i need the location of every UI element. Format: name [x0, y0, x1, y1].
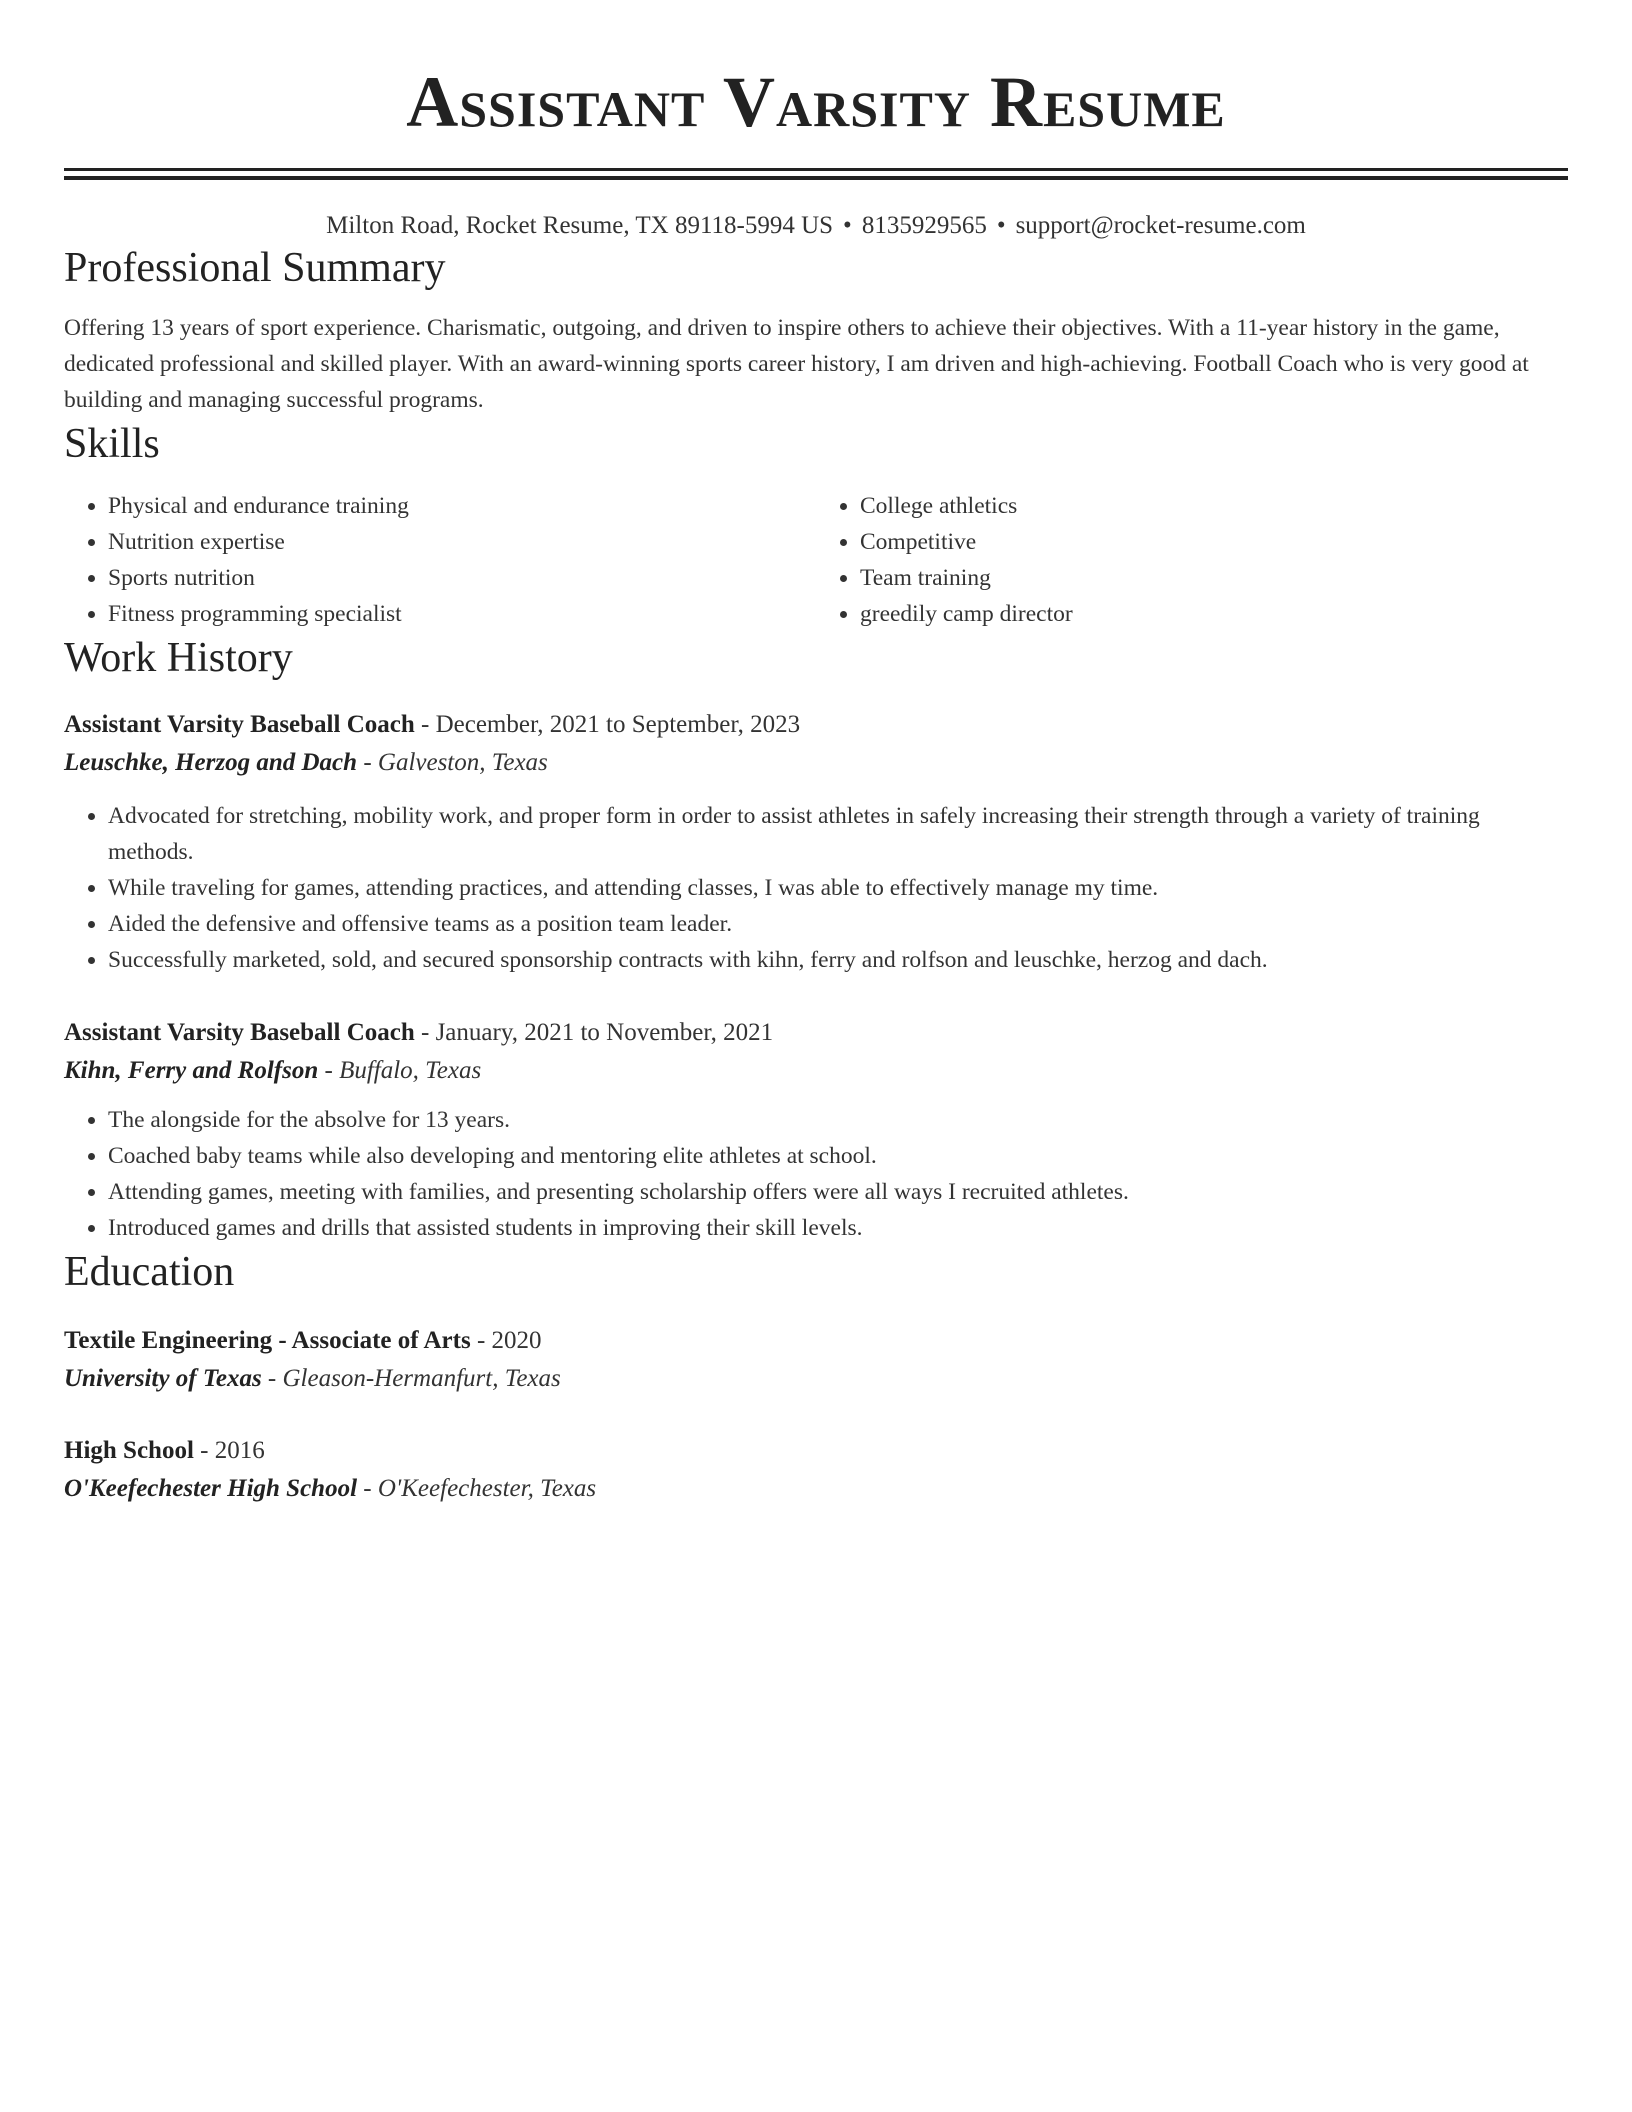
education-degree-line: High School - 2016 — [64, 1437, 265, 1464]
education-year: 2020 — [491, 1327, 542, 1354]
job-bullet: • Introduced games and drills that assisted students in improving their skill levels. — [108, 1210, 1568, 1246]
contact-line — [64, 210, 1568, 242]
job-entry — [64, 706, 1568, 978]
section-heading-education: Education — [64, 1249, 235, 1295]
job-dates: December, 2021 to September, 2023 — [435, 711, 801, 738]
job-bullet: • Advocated for stretching, mobility work, and proper form in order to assist athletes in safely increasing their strength through a variety of training methods. — [108, 798, 1568, 870]
job-entry — [64, 1014, 1568, 1246]
job-location: Galveston, Texas — [377, 749, 548, 776]
job-title: Assistant Varsity Baseball Coach — [64, 1019, 415, 1046]
skill-item: • Sports nutrition — [108, 560, 816, 596]
job-dates: January, 2021 to November, 2021 — [435, 1019, 774, 1046]
education-degree-line: Textile Engineering - Associate of Arts - 2020 — [64, 1327, 542, 1354]
skill-item: • Nutrition expertise — [108, 524, 816, 560]
skill-item: • greedily camp director — [860, 596, 1568, 632]
job-company-line: Leuschke, Herzog and Dach - Galveston, Texas — [64, 749, 548, 776]
skill-item: • Competitive — [860, 524, 1568, 560]
education-degree: Textile Engineering - Associate of Arts — [64, 1327, 471, 1354]
education-school: University of Texas — [64, 1365, 262, 1392]
section-heading-skills: Skills — [64, 421, 160, 467]
skills-list-right — [816, 488, 1568, 632]
skill-item: • Physical and endurance training — [108, 488, 816, 524]
job-bullets — [64, 798, 1568, 978]
title-double-rule — [64, 168, 1568, 180]
job-bullets — [64, 1102, 1568, 1246]
job-company: Kihn, Ferry and Rolfson — [64, 1057, 319, 1084]
summary-text: Offering 13 years of sport experience. Charismatic, outgoing, and driven to inspire others to achieve their objectives. With a 11-year history in the game, dedicated professional and skilled player. With an award-winning sports career history, I am driven and high-achieving. Football Coach who is very good at building and managing successful programs. — [64, 315, 1529, 413]
contact-address: Milton Road, Rocket Resume, TX 89118-5994 US — [326, 212, 834, 239]
job-company-line: Kihn, Ferry and Rolfson - Buffalo, Texas — [64, 1057, 482, 1084]
job-title-line: Assistant Varsity Baseball Coach - December, 2021 to September, 2023 — [64, 711, 801, 738]
education-location: Gleason-Hermanfurt, Texas — [282, 1365, 561, 1392]
job-bullet: • Successfully marketed, sold, and secured sponsorship contracts with kihn, ferry and rolfson and leuschke, herzog and dach. — [108, 942, 1568, 978]
skill-item: • Team training — [860, 560, 1568, 596]
contact-separator: • — [843, 212, 852, 239]
contact-email: support@rocket-resume.com — [1015, 212, 1306, 239]
education-entry — [64, 1322, 1568, 1398]
section-heading-work: Work History — [64, 635, 293, 681]
skill-item: • Fitness programming specialist — [108, 596, 816, 632]
job-company: Leuschke, Herzog and Dach — [64, 749, 358, 776]
education-location: O'Keefechester, Texas — [377, 1475, 597, 1502]
job-bullet: • Attending games, meeting with families, and presenting scholarship offers were all ways I recruited athletes. — [108, 1174, 1568, 1210]
resume-title: Assistant Varsity Resume — [406, 62, 1226, 142]
skills-columns — [64, 488, 1568, 632]
contact-phone: 8135929565 — [861, 212, 987, 239]
job-bullet: • Aided the defensive and offensive teams as a position team leader. — [108, 906, 1568, 942]
skills-list-left — [64, 488, 816, 632]
job-bullet: • The alongside for the absolve for 13 years. — [108, 1102, 1568, 1138]
job-title: Assistant Varsity Baseball Coach — [64, 711, 415, 738]
education-entry — [64, 1432, 1568, 1508]
job-title-line: Assistant Varsity Baseball Coach - January, 2021 to November, 2021 — [64, 1019, 774, 1046]
job-bullet: • While traveling for games, attending practices, and attending classes, I was able to effectively manage my time. — [108, 870, 1568, 906]
section-heading-summary: Professional Summary — [64, 245, 446, 291]
contact-separator: • — [996, 212, 1006, 239]
education-school: O'Keefechester High School — [64, 1475, 358, 1502]
job-bullet: • Coached baby teams while also developing and mentoring elite athletes at school. — [108, 1138, 1568, 1174]
skill-item: • College athletics — [860, 488, 1568, 524]
education-school-line: O'Keefechester High School - O'Keefechester, Texas — [64, 1475, 597, 1502]
education-year: 2016 — [214, 1437, 265, 1464]
education-degree: High School — [64, 1437, 194, 1464]
job-location: Buffalo, Texas — [339, 1057, 482, 1084]
education-school-line: University of Texas - Gleason-Hermanfurt, Texas — [64, 1365, 561, 1392]
